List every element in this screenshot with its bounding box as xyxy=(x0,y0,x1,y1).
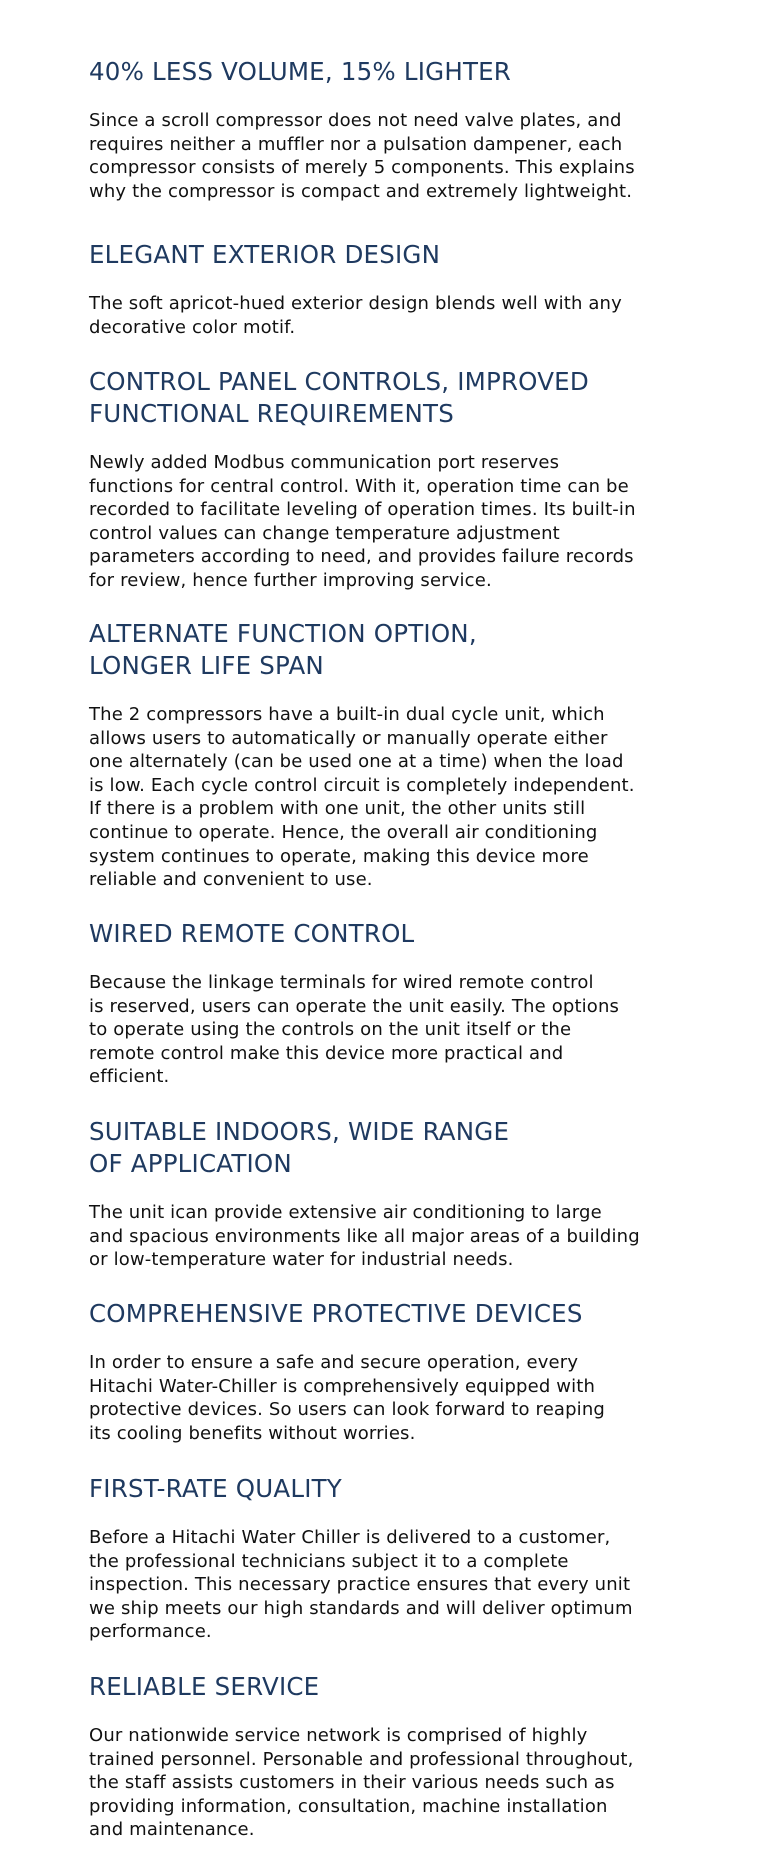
section-heading: ALTERNATE FUNCTION OPTION, LONGER LIFE SPAN xyxy=(89,619,477,680)
section-body: Newly added Modbus communication port reserves functions for central control. With it, operation time can be recorded to facilitate leveling of operation times. Its built-in control values can change temperature adjustment parameters according to need, and provides failure records for review, hence further improving service. xyxy=(89,452,636,591)
section-wired-remote xyxy=(89,918,709,1089)
section-body: In order to ensure a safe and secure operation, every Hitachi Water-Chiller is comprehensively equipped with protective devices. So users can look forward to reaping its cooling benefits without worries. xyxy=(89,1352,605,1444)
section-body: Because the linkage terminals for wired remote control is reserved, users can operate the unit easily. The options to operate using the controls on the unit itself or the remote control make this device more practical and efficient. xyxy=(89,972,620,1088)
section-heading: CONTROL PANEL CONTROLS, IMPROVED FUNCTIONAL REQUIREMENTS xyxy=(89,367,589,428)
section-body: Our nationwide service network is comprised of highly trained personnel. Personable and professional throughout, the staff assists customers in their various needs such as providing information, consultation, machine installation and maintenance. xyxy=(89,1725,634,1841)
section-body: The unit ican provide extensive air conditioning to large and spacious environments like all major areas of a building or low-temperature water for industrial needs. xyxy=(89,1202,640,1271)
section-heading: COMPREHENSIVE PROTECTIVE DEVICES xyxy=(89,1299,583,1328)
section-control-panel xyxy=(89,366,709,593)
section-heading: FIRST-RATE QUALITY xyxy=(89,1474,342,1503)
section-heading: WIRED REMOTE CONTROL xyxy=(89,919,415,948)
section-protective-devices xyxy=(89,1298,709,1445)
section-heading: RELIABLE SERVICE xyxy=(89,1672,320,1701)
section-exterior-design xyxy=(89,239,709,339)
section-reliable-service xyxy=(89,1671,709,1842)
section-body: The 2 compressors have a built-in dual cycle unit, which allows users to automatically or manually operate either one alternately (can be used one at a time) when the load is low. Each cycle control circuit is completely independent. If there is a problem with one unit, the other units still continue to operate. Hence, the overall air conditioning system continues to operate, making this device more reliable and convenient to use. xyxy=(89,704,635,891)
section-body: The soft apricot-hued exterior design blends well with any decorative color motif. xyxy=(89,293,622,338)
section-body: Before a Hitachi Water Chiller is delivered to a customer, the professional technicians subject it to a complete inspection. This necessary practice ensures that every unit we ship meets our high standards and will deliver optimum performance. xyxy=(89,1527,633,1643)
section-less-volume xyxy=(89,56,709,203)
section-heading: 40% LESS VOLUME, 15% LIGHTER xyxy=(89,57,512,86)
section-heading: ELEGANT EXTERIOR DESIGN xyxy=(89,240,441,269)
section-first-rate-quality xyxy=(89,1473,709,1644)
section-suitable-indoors xyxy=(89,1116,709,1272)
section-alternate-function xyxy=(89,618,709,892)
section-body: Since a scroll compressor does not need valve plates, and requires neither a muffler nor a pulsation dampener, each compressor consists of merely 5 components. This explains why the compressor is compact and extremely lightweight. xyxy=(89,110,635,202)
section-heading: SUITABLE INDOORS, WIDE RANGE OF APPLICATION xyxy=(89,1117,510,1178)
